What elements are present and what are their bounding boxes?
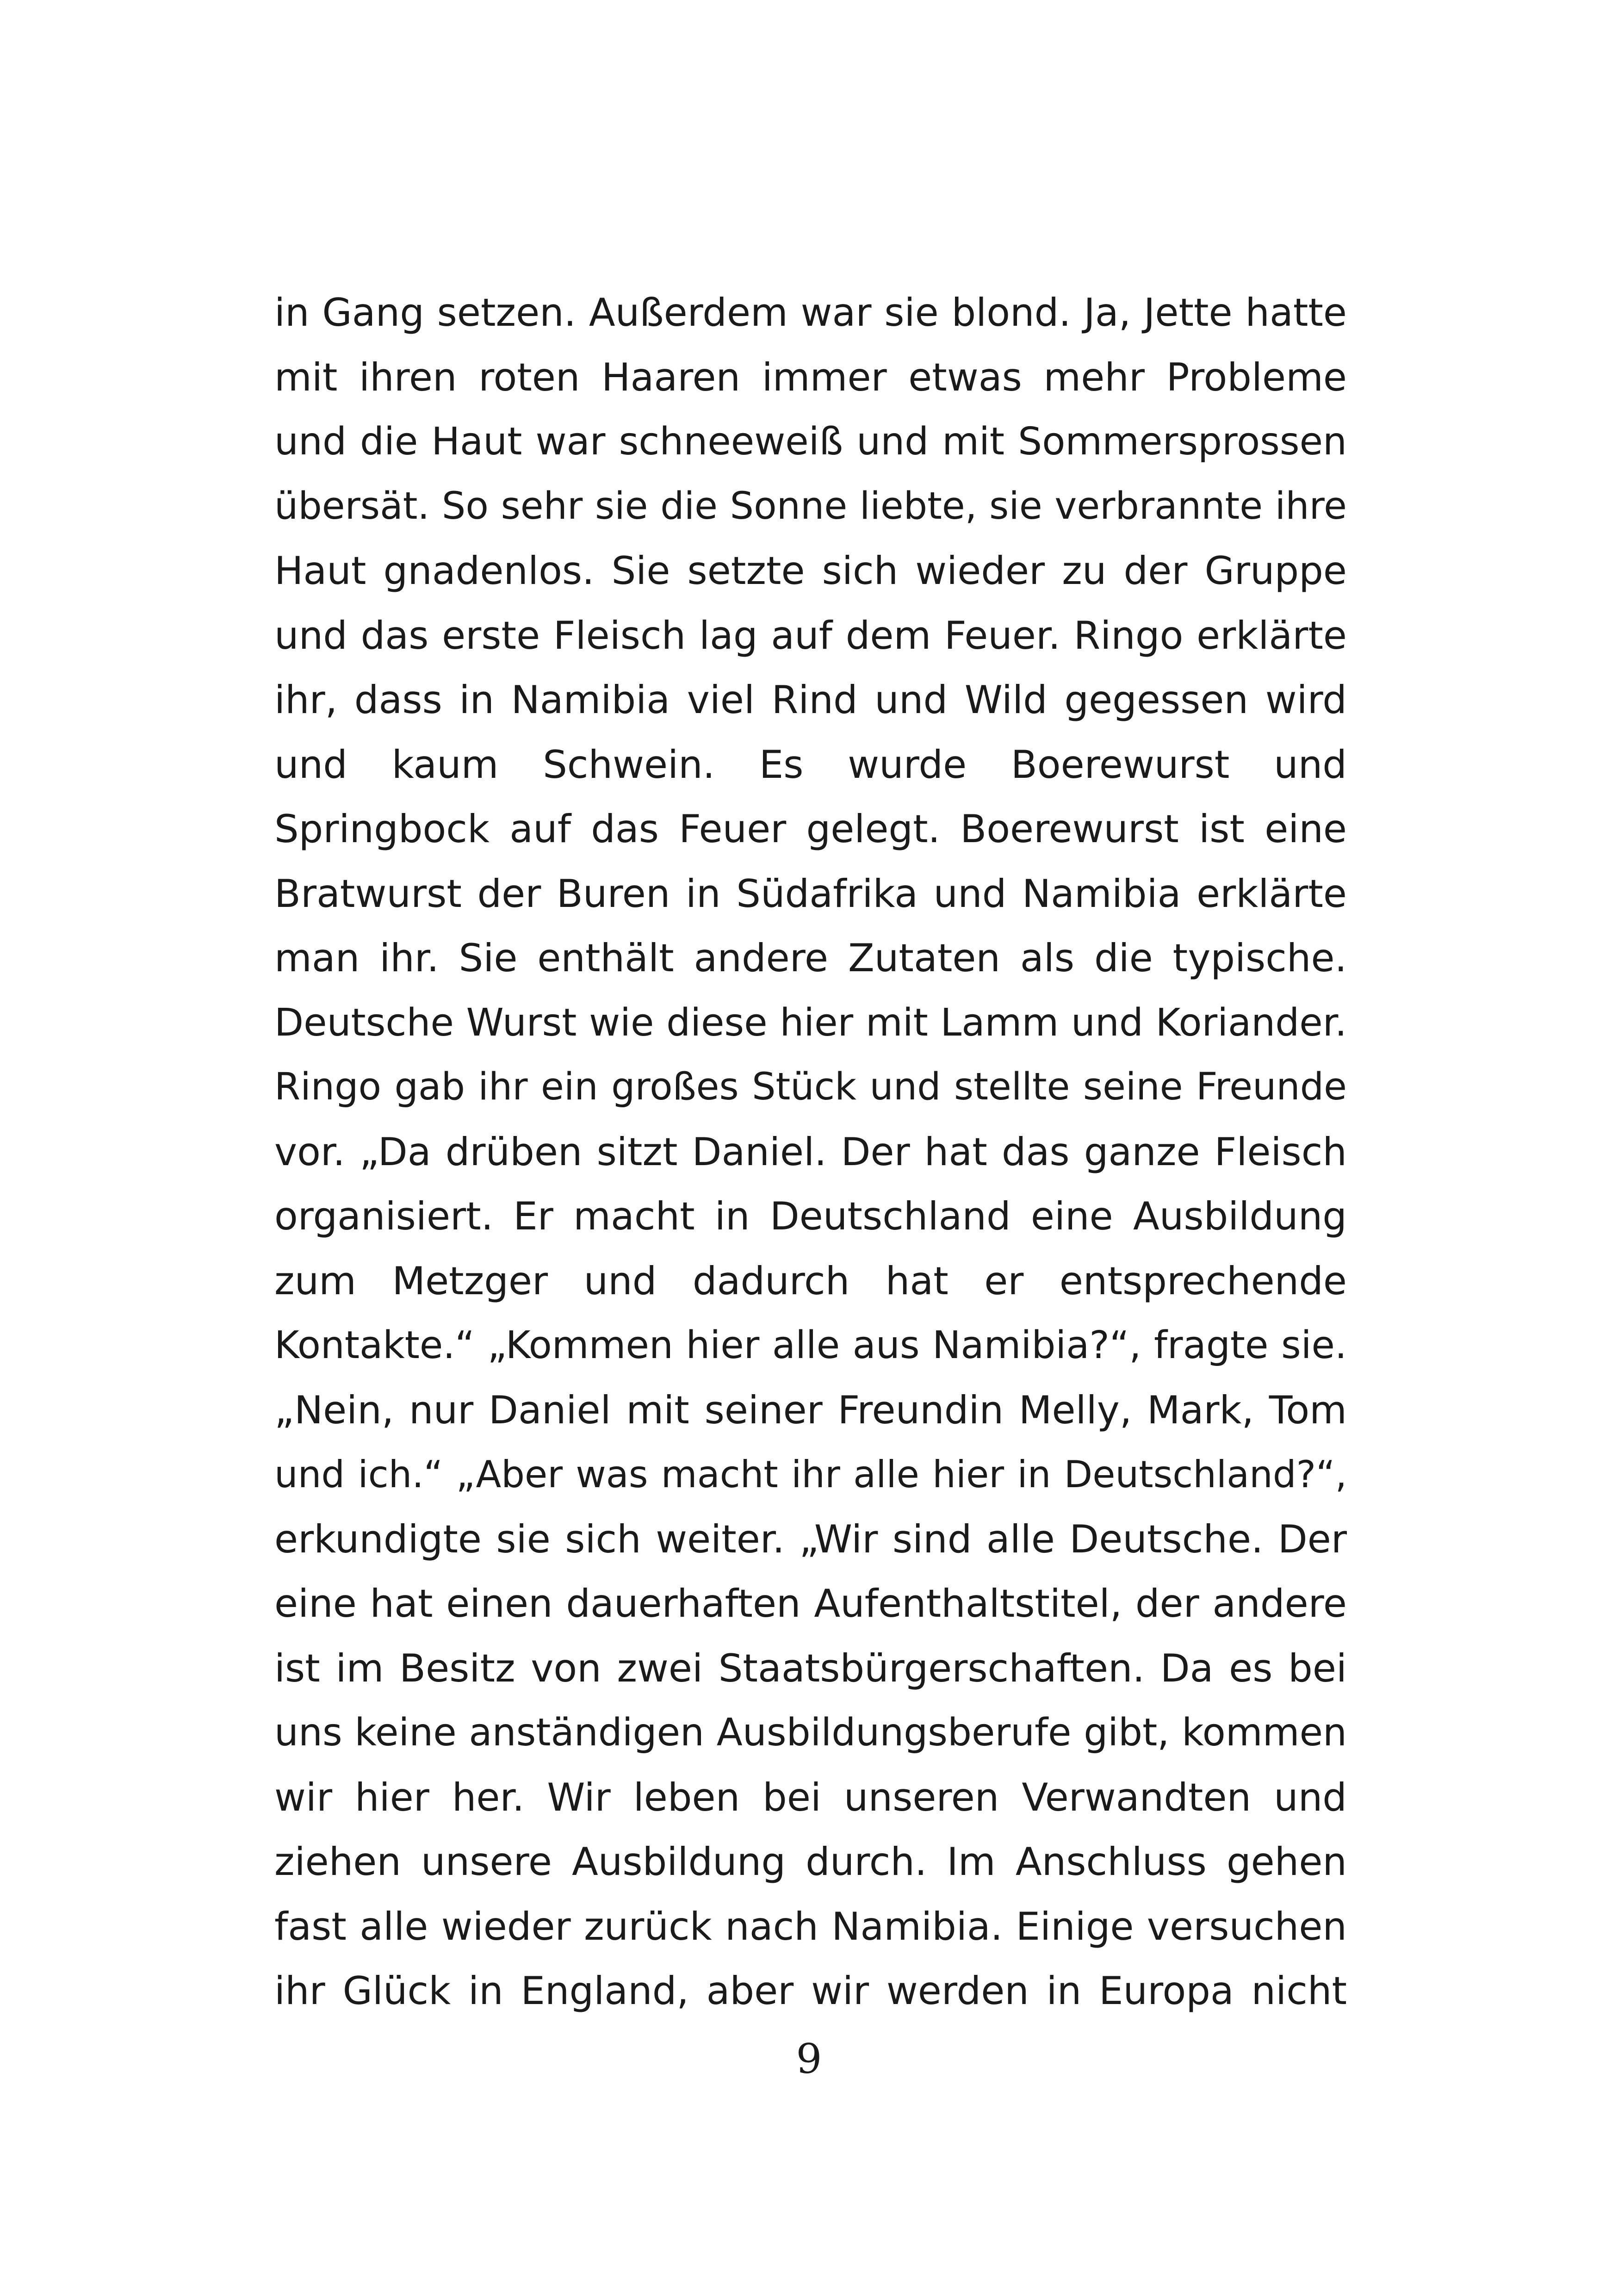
text-line: zum Metzger und dadurch hat er entsprechende (274, 1258, 1347, 1303)
text-line: mit ihren roten Haaren immer etwas mehr Probleme (274, 354, 1347, 400)
text-line: ziehen unsere Ausbildung durch. Im Anschluss gehen (274, 1839, 1347, 1884)
text-line: Bratwurst der Buren in Südafrika und Namibia erklärte (274, 871, 1347, 916)
text-line: eine hat einen dauerhaften Aufenthaltstitel, der andere (274, 1581, 1347, 1626)
text-line: ihr, dass in Namibia viel Rind und Wild gegessen wird (274, 677, 1347, 722)
text-line: fast alle wieder zurück nach Namibia. Einige versuchen (274, 1904, 1347, 1949)
text-line: Deutsche Wurst wie diese hier mit Lamm und Koriander. (274, 1000, 1347, 1045)
text-line: und kaum Schwein. Es wurde Boerewurst und (274, 742, 1347, 787)
text-line: übersät. So sehr sie die Sonne liebte, sie verbrannte ihre (274, 484, 1347, 528)
text-line: und das erste Fleisch lag auf dem Feuer. Ringo erklärte (274, 613, 1347, 658)
text-line: erkundigte sie sich weiter. „Wir sind alle Deutsche. Der (274, 1516, 1347, 1562)
text-line: man ihr. Sie enthält andere Zutaten als die typische. (274, 936, 1347, 980)
text-line: Haut gnadenlos. Sie setzte sich wieder zu der Gruppe (274, 548, 1347, 593)
text-line: ist im Besitz von zwei Staatsbürgerschaften. Da es bei (274, 1645, 1347, 1691)
text-line: uns keine anständigen Ausbildungsberufe gibt, kommen (274, 1711, 1347, 1755)
text-line: in Gang setzen. Außerdem war sie blond. Ja, Jette hatte (274, 290, 1347, 335)
text-line: Kontakte.“ „Kommen hier alle aus Namibia?“, fragte sie. (274, 1323, 1347, 1367)
text-line: „Nein, nur Daniel mit seiner Freundin Melly, Mark, Tom (274, 1387, 1347, 1433)
text-line: wir hier her. Wir leben bei unseren Verwandten und (274, 1775, 1347, 1820)
text-line: ihr Glück in England, aber wir werden in Europa nicht (274, 1968, 1347, 2013)
text-line: und die Haut war schneeweiß und mit Sommersprossen (274, 420, 1347, 464)
page-number: 9 (796, 2035, 822, 2083)
text-line: vor. „Da drüben sitzt Daniel. Der hat das ganze Fleisch (274, 1129, 1347, 1174)
text-line: Springbock auf das Feuer gelegt. Boerewurst ist eine (274, 807, 1347, 851)
text-line: und ich.“ „Aber was macht ihr alle hier in Deutschland?“, (274, 1453, 1347, 1496)
text-line: organisiert. Er macht in Deutschland eine Ausbildung (274, 1194, 1347, 1239)
text-line: Ringo gab ihr ein großes Stück und stellte seine Freunde (274, 1065, 1347, 1109)
body-text (274, 280, 1347, 2023)
